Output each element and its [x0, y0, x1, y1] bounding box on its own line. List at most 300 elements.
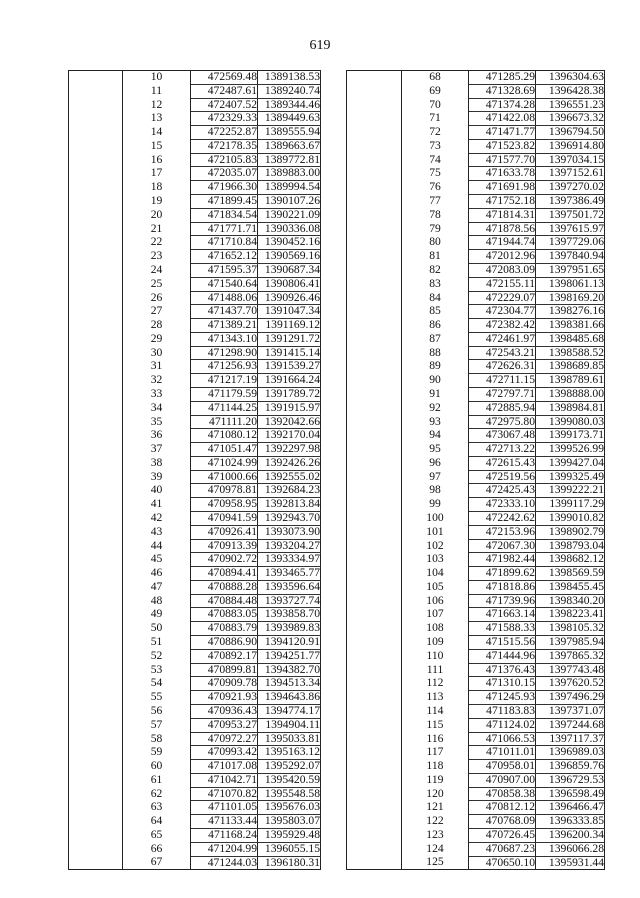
x-coordinate-cell: 471111.20: [191, 415, 258, 429]
table-row: [347, 773, 605, 787]
blank-cell: [347, 71, 402, 85]
y-coordinate-cell: 1390806.41: [258, 277, 321, 291]
point-number-cell: 113: [402, 691, 469, 705]
blank-cell: [347, 443, 402, 457]
blank-cell: [69, 263, 123, 277]
y-coordinate-cell: 1394774.17: [258, 704, 321, 718]
blank-cell: [69, 525, 123, 539]
point-number-cell: 102: [402, 539, 469, 553]
table-row: [69, 443, 321, 457]
table-row: [347, 236, 605, 250]
y-coordinate-cell: 1396466.47: [536, 801, 605, 815]
y-coordinate-cell: 1396333.85: [536, 815, 605, 829]
table-row: [347, 539, 605, 553]
blank-cell: [347, 153, 402, 167]
point-number-cell: 109: [402, 636, 469, 650]
y-coordinate-cell: 1398169.20: [536, 291, 605, 305]
table-row: [69, 746, 321, 760]
x-coordinate-cell: 471204.99: [191, 842, 258, 856]
y-coordinate-cell: 1398381.66: [536, 319, 605, 333]
table-row: [347, 401, 605, 415]
blank-cell: [69, 208, 123, 222]
blank-cell: [69, 608, 123, 622]
y-coordinate-cell: 1398485.68: [536, 332, 605, 346]
point-number-cell: 40: [123, 484, 191, 498]
table-row: [347, 787, 605, 801]
x-coordinate-cell: 471752.18: [469, 195, 536, 209]
blank-cell: [69, 319, 123, 333]
blank-cell: [347, 539, 402, 553]
table-row: [347, 84, 605, 98]
x-coordinate-cell: 470884.48: [191, 594, 258, 608]
point-number-cell: 54: [123, 677, 191, 691]
point-number-cell: 100: [402, 512, 469, 526]
point-number-cell: 66: [123, 842, 191, 856]
y-coordinate-cell: 1398793.04: [536, 539, 605, 553]
point-number-cell: 67: [123, 856, 191, 870]
y-coordinate-cell: 1390221.09: [258, 208, 321, 222]
y-coordinate-cell: 1389772.81: [258, 153, 321, 167]
y-coordinate-cell: 1395931.44: [536, 856, 605, 870]
y-coordinate-cell: 1392170.04: [258, 429, 321, 443]
table-row: [347, 139, 605, 153]
blank-cell: [69, 636, 123, 650]
table-row: [69, 580, 321, 594]
x-coordinate-cell: 471042.71: [191, 773, 258, 787]
y-coordinate-cell: 1393465.77: [258, 567, 321, 581]
x-coordinate-cell: 471966.30: [191, 181, 258, 195]
blank-cell: [69, 222, 123, 236]
blank-cell: [69, 567, 123, 581]
y-coordinate-cell: 1398276.16: [536, 305, 605, 319]
table-row: [347, 167, 605, 181]
x-coordinate-cell: 471633.78: [469, 167, 536, 181]
x-coordinate-cell: 470958.95: [191, 498, 258, 512]
point-number-cell: 43: [123, 525, 191, 539]
blank-cell: [69, 704, 123, 718]
point-number-cell: 48: [123, 594, 191, 608]
blank-cell: [347, 815, 402, 829]
blank-cell: [347, 704, 402, 718]
y-coordinate-cell: 1391415.14: [258, 346, 321, 360]
y-coordinate-cell: 1398984.81: [536, 401, 605, 415]
x-coordinate-cell: 472304.77: [469, 305, 536, 319]
x-coordinate-cell: 470978.81: [191, 484, 258, 498]
point-number-cell: 88: [402, 346, 469, 360]
x-coordinate-cell: 471818.86: [469, 580, 536, 594]
table-row: [69, 181, 321, 195]
point-number-cell: 19: [123, 195, 191, 209]
table-row: [69, 401, 321, 415]
x-coordinate-cell: 470907.00: [469, 773, 536, 787]
x-coordinate-cell: 471217.19: [191, 374, 258, 388]
x-coordinate-cell: 471376.43: [469, 663, 536, 677]
point-number-cell: 106: [402, 594, 469, 608]
y-coordinate-cell: 1397743.48: [536, 663, 605, 677]
blank-cell: [69, 580, 123, 594]
y-coordinate-cell: 1389883.00: [258, 167, 321, 181]
blank-cell: [69, 842, 123, 856]
point-number-cell: 96: [402, 456, 469, 470]
blank-cell: [347, 195, 402, 209]
y-coordinate-cell: 1396598.49: [536, 787, 605, 801]
table-row: [347, 732, 605, 746]
y-coordinate-cell: 1392042.66: [258, 415, 321, 429]
table-row: [347, 801, 605, 815]
blank-cell: [69, 401, 123, 415]
y-coordinate-cell: 1397117.37: [536, 732, 605, 746]
blank-cell: [347, 415, 402, 429]
y-coordinate-cell: 1394251.77: [258, 649, 321, 663]
y-coordinate-cell: 1396304.63: [536, 71, 605, 85]
y-coordinate-cell: 1392297.98: [258, 443, 321, 457]
point-number-cell: 34: [123, 401, 191, 415]
y-coordinate-cell: 1393989.83: [258, 622, 321, 636]
point-number-cell: 26: [123, 291, 191, 305]
table-row: [69, 305, 321, 319]
point-number-cell: 53: [123, 663, 191, 677]
point-number-cell: 80: [402, 236, 469, 250]
x-coordinate-cell: 471878.56: [469, 222, 536, 236]
table-row: [347, 691, 605, 705]
table-row: [347, 181, 605, 195]
point-number-cell: 77: [402, 195, 469, 209]
point-number-cell: 52: [123, 649, 191, 663]
y-coordinate-cell: 1396673.32: [536, 112, 605, 126]
table-row: [347, 250, 605, 264]
x-coordinate-cell: 471168.24: [191, 828, 258, 842]
y-coordinate-cell: 1389138.53: [258, 71, 321, 85]
x-coordinate-cell: 472242.62: [469, 512, 536, 526]
point-number-cell: 30: [123, 346, 191, 360]
point-number-cell: 42: [123, 512, 191, 526]
point-number-cell: 121: [402, 801, 469, 815]
x-coordinate-cell: 471066.53: [469, 732, 536, 746]
x-coordinate-cell: 471814.31: [469, 208, 536, 222]
table-row: [69, 250, 321, 264]
point-number-cell: 98: [402, 484, 469, 498]
y-coordinate-cell: 1399080.03: [536, 415, 605, 429]
table-row: [69, 732, 321, 746]
table-row: [69, 718, 321, 732]
y-coordinate-cell: 1397951.65: [536, 263, 605, 277]
blank-cell: [347, 429, 402, 443]
x-coordinate-cell: 472035.07: [191, 167, 258, 181]
point-number-cell: 63: [123, 801, 191, 815]
blank-cell: [69, 112, 123, 126]
point-number-cell: 112: [402, 677, 469, 691]
y-coordinate-cell: 1397496.29: [536, 691, 605, 705]
point-number-cell: 29: [123, 332, 191, 346]
x-coordinate-cell: 470909.78: [191, 677, 258, 691]
x-coordinate-cell: 472461.97: [469, 332, 536, 346]
table-row: [347, 567, 605, 581]
point-number-cell: 101: [402, 525, 469, 539]
point-number-cell: 61: [123, 773, 191, 787]
table-row: [347, 842, 605, 856]
x-coordinate-cell: 470883.79: [191, 622, 258, 636]
x-coordinate-cell: 472178.35: [191, 139, 258, 153]
y-coordinate-cell: 1395292.07: [258, 760, 321, 774]
x-coordinate-cell: 472425.43: [469, 484, 536, 498]
y-coordinate-cell: 1392426.26: [258, 456, 321, 470]
y-coordinate-cell: 1389240.74: [258, 84, 321, 98]
x-coordinate-cell: 472155.11: [469, 277, 536, 291]
x-coordinate-cell: 471422.08: [469, 112, 536, 126]
y-coordinate-cell: 1390452.16: [258, 236, 321, 250]
x-coordinate-cell: 471374.28: [469, 98, 536, 112]
blank-cell: [347, 470, 402, 484]
table-row: [347, 608, 605, 622]
y-coordinate-cell: 1399222.21: [536, 484, 605, 498]
table-row: [69, 263, 321, 277]
y-coordinate-cell: 1398682.12: [536, 553, 605, 567]
point-number-cell: 76: [402, 181, 469, 195]
point-number-cell: 60: [123, 760, 191, 774]
table-row: [347, 277, 605, 291]
x-coordinate-cell: 471328.69: [469, 84, 536, 98]
point-number-cell: 51: [123, 636, 191, 650]
x-coordinate-cell: 471899.62: [469, 567, 536, 581]
blank-cell: [347, 401, 402, 415]
table-row: [69, 622, 321, 636]
blank-cell: [69, 746, 123, 760]
table-row: [347, 222, 605, 236]
x-coordinate-cell: 471523.82: [469, 139, 536, 153]
blank-cell: [69, 470, 123, 484]
table-row: [347, 195, 605, 209]
table-row: [69, 525, 321, 539]
x-coordinate-cell: 470858.38: [469, 787, 536, 801]
table-row: [347, 484, 605, 498]
x-coordinate-cell: 471183.83: [469, 704, 536, 718]
y-coordinate-cell: 1399427.04: [536, 456, 605, 470]
y-coordinate-cell: 1395163.12: [258, 746, 321, 760]
blank-cell: [347, 760, 402, 774]
y-coordinate-cell: 1394904.11: [258, 718, 321, 732]
x-coordinate-cell: 472543.21: [469, 346, 536, 360]
blank-cell: [69, 332, 123, 346]
point-number-cell: 108: [402, 622, 469, 636]
point-number-cell: 64: [123, 815, 191, 829]
table-row: [69, 387, 321, 401]
y-coordinate-cell: 1397270.02: [536, 181, 605, 195]
point-number-cell: 92: [402, 401, 469, 415]
blank-cell: [347, 167, 402, 181]
table-row: [69, 429, 321, 443]
y-coordinate-cell: 1398588.52: [536, 346, 605, 360]
blank-cell: [69, 195, 123, 209]
point-number-cell: 17: [123, 167, 191, 181]
y-coordinate-cell: 1392684.23: [258, 484, 321, 498]
x-coordinate-cell: 471982.44: [469, 553, 536, 567]
point-number-cell: 35: [123, 415, 191, 429]
table-row: [347, 704, 605, 718]
point-number-cell: 32: [123, 374, 191, 388]
x-coordinate-cell: 470894.41: [191, 567, 258, 581]
table-row: [69, 112, 321, 126]
point-number-cell: 50: [123, 622, 191, 636]
y-coordinate-cell: 1396066.28: [536, 842, 605, 856]
x-coordinate-cell: 470953.27: [191, 718, 258, 732]
blank-cell: [69, 856, 123, 870]
point-number-cell: 105: [402, 580, 469, 594]
point-number-cell: 55: [123, 691, 191, 705]
x-coordinate-cell: 470913.39: [191, 539, 258, 553]
x-coordinate-cell: 471691.98: [469, 181, 536, 195]
table-row: [347, 332, 605, 346]
blank-cell: [69, 594, 123, 608]
table-row: [347, 387, 605, 401]
point-number-cell: 70: [402, 98, 469, 112]
table-row: [69, 346, 321, 360]
point-number-cell: 21: [123, 222, 191, 236]
x-coordinate-cell: 471343.10: [191, 332, 258, 346]
y-coordinate-cell: 1397985.94: [536, 636, 605, 650]
y-coordinate-cell: 1396989.03: [536, 746, 605, 760]
y-coordinate-cell: 1390107.26: [258, 195, 321, 209]
point-number-cell: 45: [123, 553, 191, 567]
x-coordinate-cell: 470993.42: [191, 746, 258, 760]
blank-cell: [347, 319, 402, 333]
x-coordinate-cell: 470902.72: [191, 553, 258, 567]
y-coordinate-cell: 1398789.61: [536, 374, 605, 388]
x-coordinate-cell: 471298.90: [191, 346, 258, 360]
blank-cell: [69, 387, 123, 401]
blank-cell: [347, 828, 402, 842]
point-number-cell: 10: [123, 71, 191, 85]
point-number-cell: 94: [402, 429, 469, 443]
x-coordinate-cell: 471488.06: [191, 291, 258, 305]
blank-cell: [347, 787, 402, 801]
point-number-cell: 79: [402, 222, 469, 236]
table-row: [69, 828, 321, 842]
point-number-cell: 72: [402, 126, 469, 140]
point-number-cell: 116: [402, 732, 469, 746]
y-coordinate-cell: 1397501.72: [536, 208, 605, 222]
table-row: [347, 815, 605, 829]
table-row: [347, 374, 605, 388]
table-row: [69, 760, 321, 774]
y-coordinate-cell: 1389663.67: [258, 139, 321, 153]
point-number-cell: 59: [123, 746, 191, 760]
blank-cell: [69, 360, 123, 374]
point-number-cell: 85: [402, 305, 469, 319]
point-number-cell: 83: [402, 277, 469, 291]
blank-cell: [347, 374, 402, 388]
point-number-cell: 125: [402, 856, 469, 870]
y-coordinate-cell: 1397840.94: [536, 250, 605, 264]
x-coordinate-cell: 472713.22: [469, 443, 536, 457]
point-number-cell: 15: [123, 139, 191, 153]
x-coordinate-cell: 471000.66: [191, 470, 258, 484]
blank-cell: [69, 718, 123, 732]
x-coordinate-cell: 471771.71: [191, 222, 258, 236]
point-number-cell: 58: [123, 732, 191, 746]
blank-cell: [347, 181, 402, 195]
point-number-cell: 62: [123, 787, 191, 801]
y-coordinate-cell: 1397244.68: [536, 718, 605, 732]
table-row: [69, 415, 321, 429]
point-number-cell: 99: [402, 498, 469, 512]
y-coordinate-cell: 1395676.03: [258, 801, 321, 815]
point-number-cell: 41: [123, 498, 191, 512]
x-coordinate-cell: 470972.27: [191, 732, 258, 746]
point-number-cell: 31: [123, 360, 191, 374]
table-row: [69, 84, 321, 98]
blank-cell: [69, 346, 123, 360]
point-number-cell: 38: [123, 456, 191, 470]
y-coordinate-cell: 1393727.74: [258, 594, 321, 608]
table-row: [69, 691, 321, 705]
point-number-cell: 111: [402, 663, 469, 677]
x-coordinate-cell: 472067.30: [469, 539, 536, 553]
blank-cell: [347, 512, 402, 526]
x-coordinate-cell: 471017.08: [191, 760, 258, 774]
blank-cell: [69, 250, 123, 264]
blank-cell: [347, 84, 402, 98]
y-coordinate-cell: 1392943.70: [258, 512, 321, 526]
blank-cell: [347, 580, 402, 594]
y-coordinate-cell: 1393596.64: [258, 580, 321, 594]
table-row: [69, 236, 321, 250]
blank-cell: [347, 773, 402, 787]
table-row: [69, 98, 321, 112]
x-coordinate-cell: 471471.77: [469, 126, 536, 140]
y-coordinate-cell: 1397034.15: [536, 153, 605, 167]
table-row: [69, 663, 321, 677]
blank-cell: [347, 677, 402, 691]
x-coordinate-cell: 471710.84: [191, 236, 258, 250]
y-coordinate-cell: 1398340.20: [536, 594, 605, 608]
table-row: [347, 153, 605, 167]
point-number-cell: 22: [123, 236, 191, 250]
point-number-cell: 47: [123, 580, 191, 594]
y-coordinate-cell: 1394513.34: [258, 677, 321, 691]
y-coordinate-cell: 1399526.99: [536, 443, 605, 457]
blank-cell: [347, 636, 402, 650]
x-coordinate-cell: 471124.02: [469, 718, 536, 732]
y-coordinate-cell: 1391169.12: [258, 319, 321, 333]
x-coordinate-cell: 472153.96: [469, 525, 536, 539]
blank-cell: [347, 746, 402, 760]
blank-cell: [69, 760, 123, 774]
point-number-cell: 49: [123, 608, 191, 622]
blank-cell: [69, 415, 123, 429]
point-number-cell: 82: [402, 263, 469, 277]
point-number-cell: 75: [402, 167, 469, 181]
table-row: [69, 608, 321, 622]
table-row: [347, 525, 605, 539]
y-coordinate-cell: 1398455.45: [536, 580, 605, 594]
y-coordinate-cell: 1390569.16: [258, 250, 321, 264]
y-coordinate-cell: 1393334.97: [258, 553, 321, 567]
x-coordinate-cell: 472407.52: [191, 98, 258, 112]
point-number-cell: 120: [402, 787, 469, 801]
y-coordinate-cell: 1394643.86: [258, 691, 321, 705]
x-coordinate-cell: 472797.71: [469, 387, 536, 401]
x-coordinate-cell: 470650.10: [469, 856, 536, 870]
x-coordinate-cell: 471588.33: [469, 622, 536, 636]
y-coordinate-cell: 1391664.24: [258, 374, 321, 388]
table-row: [347, 443, 605, 457]
point-number-cell: 114: [402, 704, 469, 718]
blank-cell: [69, 98, 123, 112]
x-coordinate-cell: 471834.54: [191, 208, 258, 222]
y-coordinate-cell: 1396914.80: [536, 139, 605, 153]
table-row: [347, 512, 605, 526]
x-coordinate-cell: 470936.43: [191, 704, 258, 718]
